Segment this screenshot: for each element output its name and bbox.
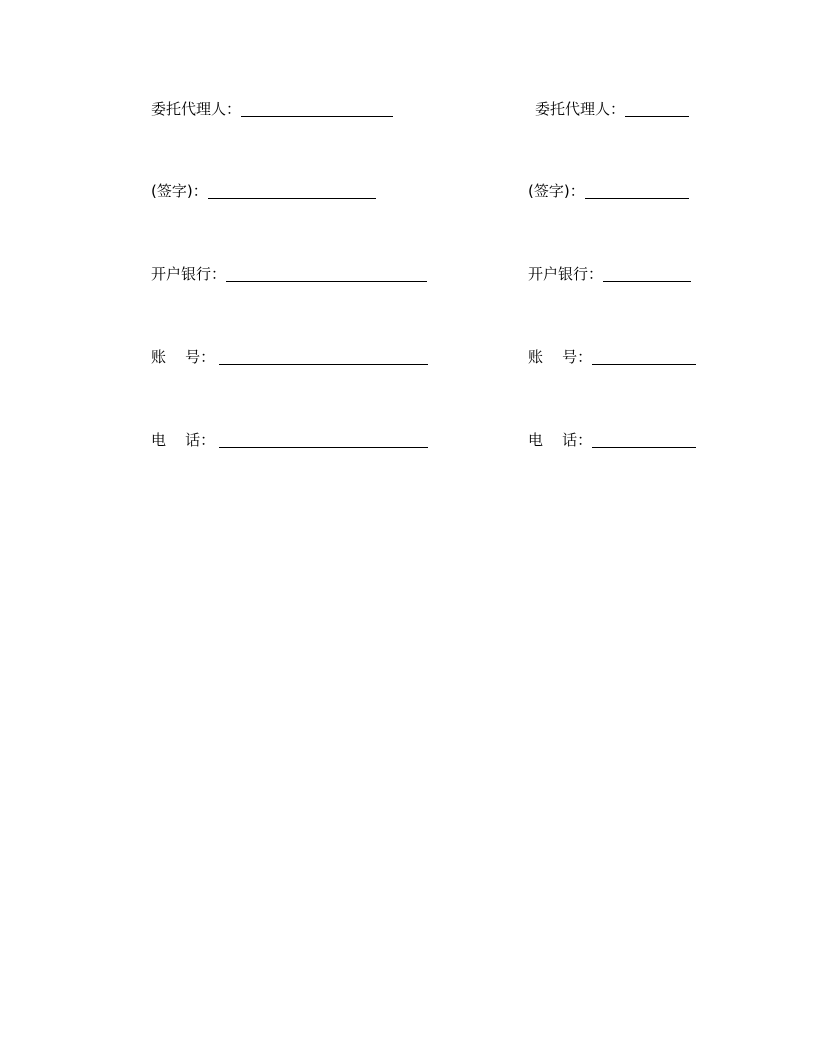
left-agent-label: 委托代理人： [151,100,242,118]
right-bank-blank[interactable] [603,281,691,282]
left-account-field [151,344,428,366]
right-agent-field [535,96,689,118]
right-signature-field [528,178,689,200]
right-phone-blank[interactable] [592,447,696,448]
right-agent-blank[interactable] [625,116,689,117]
left-phone-blank[interactable] [219,447,428,448]
left-account-label: 账 号： [151,348,216,366]
left-phone-label: 电 话： [151,431,216,449]
left-signature-blank[interactable] [208,198,376,199]
left-account-blank[interactable] [219,364,428,365]
right-account-field [528,344,696,366]
right-signature-label: (签字)： [528,182,585,200]
left-signature-label: (签字)： [151,182,208,200]
right-agent-label: 委托代理人： [535,100,626,118]
right-account-label: 账 号： [528,348,593,366]
left-bank-blank[interactable] [226,281,427,282]
right-bank-field [528,261,691,283]
left-signature-field [151,178,376,200]
left-agent-field [151,96,393,118]
left-phone-field [151,427,428,449]
right-phone-field [528,427,696,449]
left-bank-field [151,261,427,283]
right-account-blank[interactable] [592,364,696,365]
right-bank-label: 开户银行： [528,265,604,283]
left-agent-blank[interactable] [241,116,393,117]
right-phone-label: 电 话： [528,431,593,449]
left-bank-label: 开户银行： [151,265,227,283]
right-signature-blank[interactable] [585,198,689,199]
